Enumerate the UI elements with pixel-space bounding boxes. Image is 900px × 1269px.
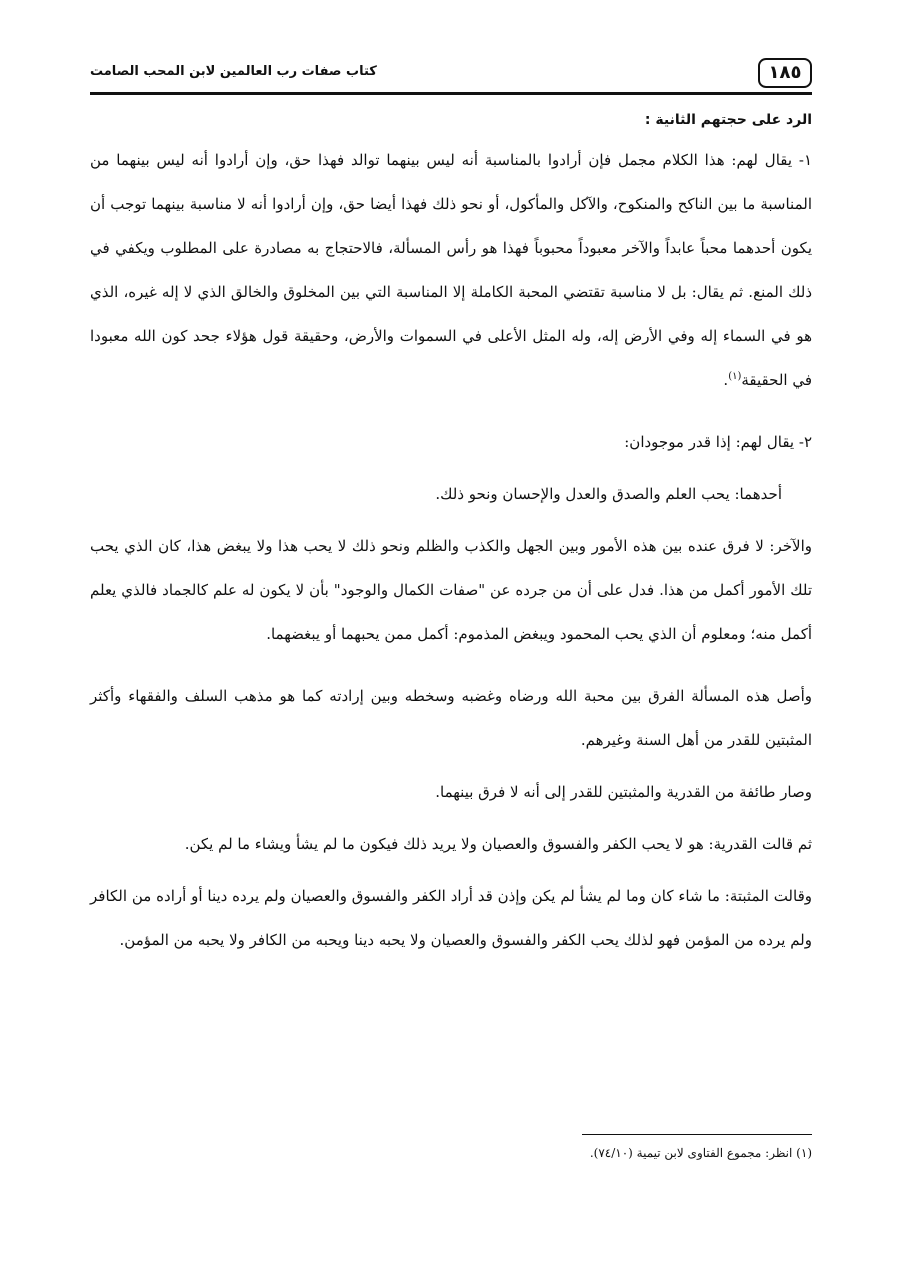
paragraph-4: والآخر: لا فرق عنده بين هذه الأمور وبين الجهل والكذب والظلم ونحو ذلك لا يحب هذا ولا يبغض هذا، كان الذي يحب تلك الأمور أكمل من هذا. فدل على أن من جرده عن "صفات الكمال والوجود" بأن لا يكون له علم كالجماد فالذي يعلم أكمل منه؛ ومعلوم أن الذي يحب المحمود ويبغض المذموم: أكمل ممن يحبهما أو يبغضهما.	[90, 537, 812, 643]
paragraph-1: ١- يقال لهم: هذا الكلام مجمل فإن أرادوا بالمناسبة أنه ليس بينهما توالد فهذا حق، وإن أرادوا أنه ليس بينهما من المناسبة ما بين الناكح والمنكوح، والآكل والمأكول، أو نحو ذلك فهذا أيضا حق، وإن أرادوا أنه لا مناسبة بينهما توجب أن يكون أحدهما محباً عابداً والآخر معبوداً محبوباً فهذا هو رأس المسألة، فالاحتجاج به مصادرة على المطلوب ويكفي في ذلك المنع. ثم يقال: بل لا مناسبة تقتضي المحبة الكاملة إلا المناسبة التي بين المخلوق والخالق الذي لا إله غيره، الذي هو في السماء إله وفي الأرض إله، وله المثل الأعلى في السموات والأرض، وحقيقة قول هؤلاء جحد كون الله معبودا في الحقيقة$^{(١)}$.	[90, 151, 812, 389]
running-title: كتاب صفات رب العالمين لابن المحب الصامت	[90, 64, 377, 79]
paragraph-8: وقالت المثبتة: ما شاء كان وما لم يشأ لم يكن وإذن قد أراد الكفر والفسوق والعصيان ولم يرده دينا أو أراده من الكافر ولم يرده من المؤمن فهو لذلك يحب الكفر والفسوق والعصيان ولا يحبه دينا ويحبه من الكافر ولا يحبه من المؤمن.	[90, 887, 812, 949]
paragraph-3: أحدهما: يحب العلم والصدق والعدل والإحسان ونحو ذلك.	[435, 485, 782, 503]
main-content	[90, 112, 812, 980]
paragraph-7: ثم قالت القدرية: هو لا يحب الكفر والفسوق والعصيان ولا يريد ذلك فيكون ما لم يشأ ويشاء ما لم يكن.	[184, 835, 812, 853]
paragraph-6: وصار طائفة من القدرية والمثبتين للقدر إلى أنه لا فرق بينهما.	[435, 783, 812, 801]
document-page	[90, 52, 812, 1232]
footnote: (١) انظر: مجموع الفتاوى لابن تيمية (٧٤/١٠).	[589, 1146, 812, 1160]
page-number-badge: ١٨٥	[758, 58, 812, 88]
footnote-reference: (١)	[728, 371, 742, 382]
section-heading: الرد على حجتهم الثانية :	[644, 112, 812, 128]
page-header	[90, 52, 812, 95]
paragraph-5: وأصل هذه المسألة الفرق بين محبة الله ورضاه وغضبه وسخطه وبين إرادته كما هو مذهب السلف والفقهاء وأكثر المثبتين للقدر من أهل السنة وغيرهم.	[90, 687, 812, 749]
paragraph-1-text: ١- يقال لهم: هذا الكلام مجمل فإن أرادوا بالمناسبة أنه ليس بينهما توالد فهذا حق، وإن أرادوا أنه ليس بينهما من المناسبة ما بين الناكح والمنكوح، والآكل والمأكول، أو نحو ذلك فهذا أيضا حق، وإن أرادوا أنه لا مناسبة بينهما توجب أن يكون أحدهما محباً عابداً والآخر معبوداً محبوباً فهذا هو رأس المسألة، فالاحتجاج به مصادرة على المطلوب ويكفي في ذلك المنع. ثم يقال: بل لا مناسبة تقتضي المحبة الكاملة إلا المناسبة التي بين المخلوق والخالق الذي لا إله غيره، الذي هو في السماء إله وفي الأرض إله، وله المثل الأعلى في السموات والأرض، وحقيقة قول هؤلاء جحد كون الله معبودا في الحقيقة	[90, 151, 812, 389]
footnote-divider	[582, 1134, 812, 1135]
paragraph-2: ٢- يقال لهم: إذا قدر موجودان:	[624, 433, 812, 451]
